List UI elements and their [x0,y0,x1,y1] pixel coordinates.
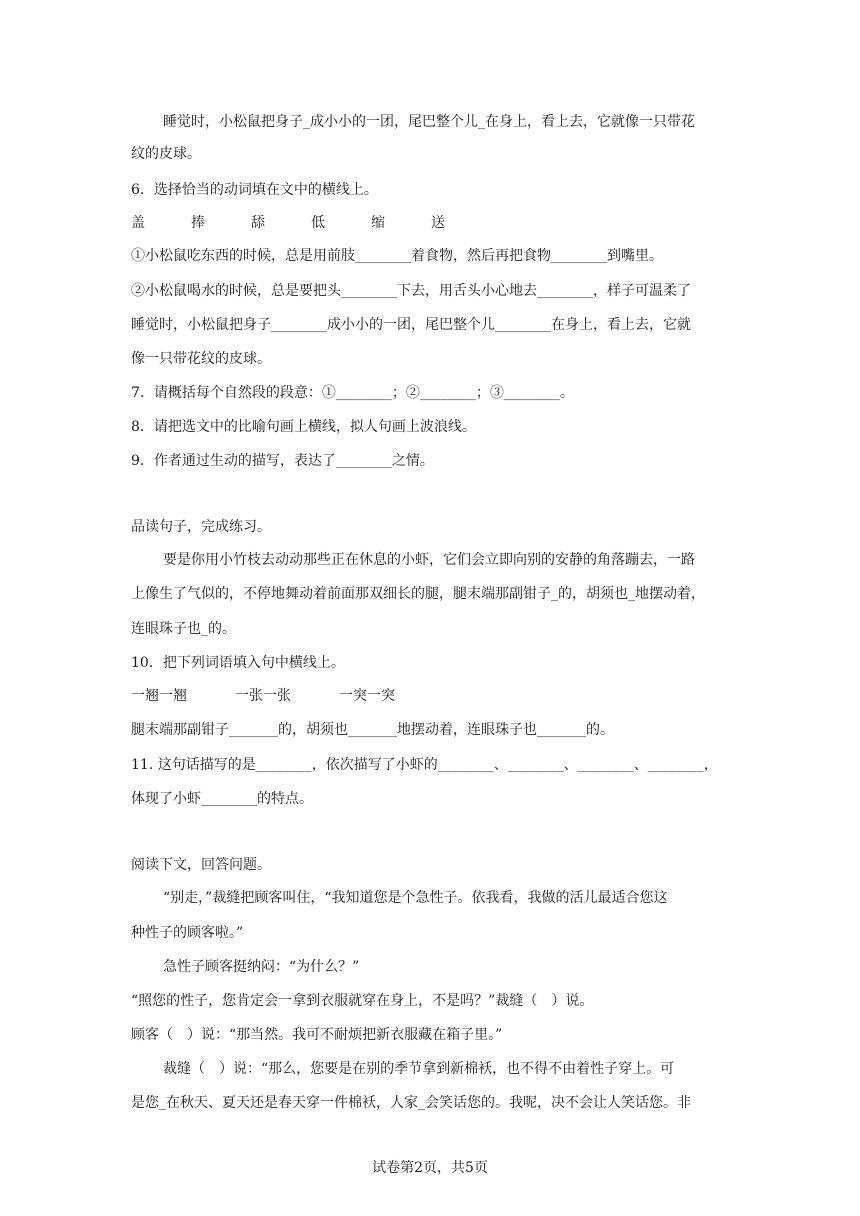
question-6-title: 6．选择恰当的动词填在文中的横线上。 [131,182,378,198]
q6-sentence: 睡觉时，小松鼠把身子________成小小的一团，尾巴整个儿________在身上，看上去，它就 [131,317,691,333]
question-9: 9．作者通过生动的描写，表达了________之情。 [131,453,434,469]
passage-line: 纹的皮球。 [131,146,201,162]
word-option: 舔 [251,215,265,231]
question-11: 11. 这句话描写的是________，依次描写了小虾的________、________、________、________， [131,757,718,773]
q10-word-bank [131,686,443,706]
q10-sentence: 腿末端那副钳子_______的，胡须也_______地摆动着，连眼珠子也_______的。 [131,722,614,738]
passage-line: 裁缝（ ）说：“那么，您要是在别的季节拿到新棉袄，也不得不由着性子穿上。可 [163,1061,675,1077]
passage-line: 是您_在秋天、夏天还是春天穿一件棉袄，人家_会笑话您的。我呢，决不会让人笑话您。非 [131,1095,691,1111]
q6-sentence: ①小松鼠吃东西的时候，总是用前肢________着食物，然后再把食物________到嘴里。 [131,248,663,264]
word-option: 一张一张 [235,688,291,704]
word-option: 缩 [371,215,385,231]
question-10-title: 10．把下列词语填入句中横线上。 [131,655,345,671]
page-footer: 试卷第2页，共5页 [372,1160,488,1176]
word-option: 低 [311,215,325,231]
passage-line: 种性子的顾客啦。” [131,925,244,941]
section-3-intro: 阅读下文，回答问题。 [131,857,271,873]
question-7: 7．请概括每个自然段的段意：①________；②________；③________。 [131,385,574,401]
word-option: 一翘一翘 [131,688,187,704]
question-8: 8．请把选文中的比喻句画上横线，拟人句画上波浪线。 [131,419,476,435]
passage-line: 急性子顾客挺纳闷：“为什么？” [163,959,360,975]
q6-sentence: ②小松鼠喝水的时候，总是要把头________下去，用舌头小心地去________，样子可温柔了 [131,283,691,299]
word-option: 盖 [131,215,145,231]
passage-line: 顾客（ ）说：“那当然。我可不耐烦把新衣服藏在箱子里。” [131,1027,503,1043]
passage-line: 上像生了气似的，不停地舞动着前面那双细长的腿，腿末端那副钳子_的，胡须也_地摆动着， [131,586,705,602]
word-option: 一突一突 [339,688,395,704]
passage-line: 要是你用小竹枝去动动那些正在休息的小虾，它们会立即向别的安静的角落蹦去，一路 [163,552,695,568]
section-2-intro: 品读句子，完成练习。 [131,519,271,535]
q6-sentence: 像一只带花纹的皮球。 [131,351,271,367]
passage-line: “别走，”裁缝把顾客叫住，“我知道您是个急性子。依我看，我做的活儿最适合您这 [163,890,668,906]
passage-line: 连眼珠子也_的。 [131,621,236,637]
q6-word-bank [131,213,491,233]
word-option: 送 [431,215,445,231]
word-option: 捧 [191,215,205,231]
question-11: 体现了小虾________的特点。 [131,791,313,807]
passage-line: 睡觉时，小松鼠把身子_成小小的一团，尾巴整个儿_在身上，看上去，它就像一只带花 [163,114,695,130]
passage-line: “照您的性子，您肯定会一拿到衣服就穿在身上，不是吗？”裁缝（ ）说。 [131,993,594,1009]
